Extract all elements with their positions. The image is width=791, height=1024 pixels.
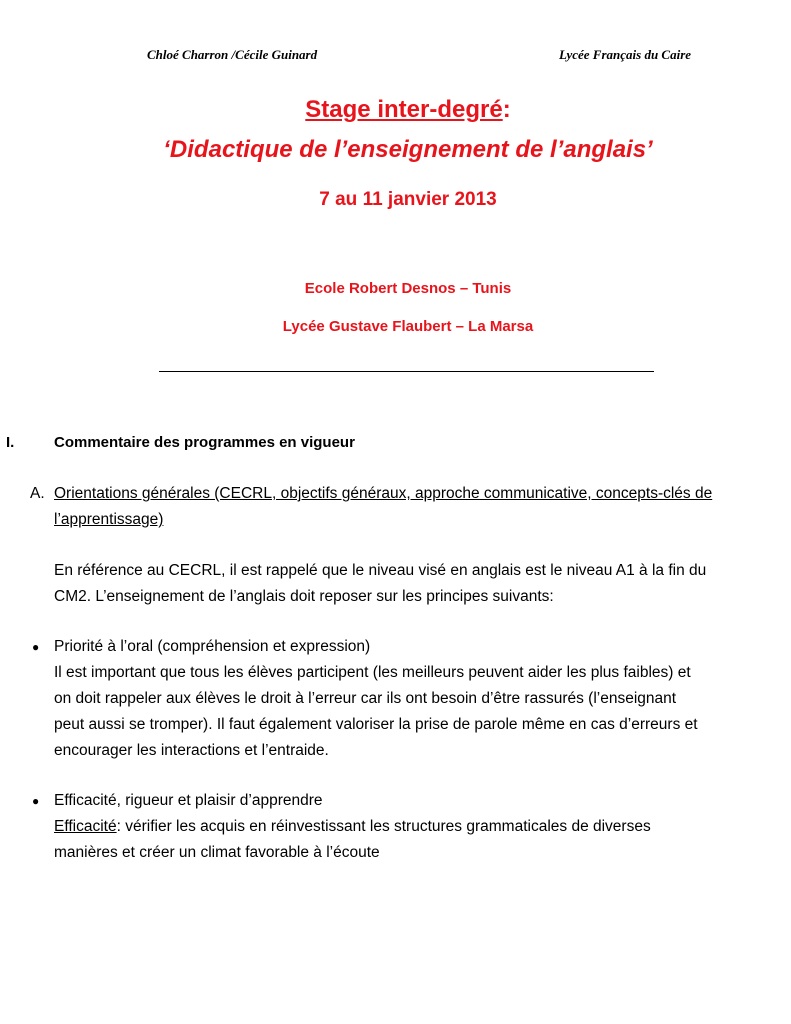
bullet-line: encourager les interactions et l’entraide.	[54, 742, 329, 759]
intro-line-1: En référence au CECRL, il est rappelé que le niveau visé en anglais est le niveau A1 à la fin du	[54, 562, 707, 579]
intro-paragraph	[54, 558, 706, 610]
header-school: Lycée Français du Caire	[559, 47, 692, 62]
term-efficacite: Efficacité	[54, 818, 117, 835]
page-title	[0, 96, 791, 124]
bullet-icon: ●	[32, 640, 40, 654]
definition-text: : vérifier les acquis en réinvestissant les structures grammaticales de diverses	[116, 818, 651, 835]
bullet-line: Il est important que tous les élèves participent (les meilleurs peuvent aider les plus faibles) et	[54, 664, 691, 681]
section-title: Commentaire des programmes en vigueur	[54, 434, 355, 451]
page-subtitle: ‘Didactique de l’enseignement de l’anglais’	[163, 136, 653, 163]
bullet-item-efficacite	[54, 788, 651, 866]
subsection-heading	[54, 481, 712, 533]
subsection-letter: A.	[30, 485, 45, 502]
bullet-icon: ●	[32, 794, 40, 808]
title-main: Stage inter-degré	[305, 96, 503, 123]
separator-rule	[159, 371, 654, 372]
bullet-line: Priorité à l’oral (compréhension et expression)	[54, 638, 371, 655]
header-authors: Chloé Charron /Cécile Guinard	[147, 47, 318, 62]
course-dates: 7 au 11 janvier 2013	[319, 189, 497, 210]
venue-2: Lycée Gustave Flaubert – La Marsa	[282, 318, 534, 335]
bullet-line: on doit rappeler aux élèves le droit à l’erreur car ils ont besoin d’être rassurés (l’enseignant	[54, 690, 677, 707]
bullet-item-oral	[54, 634, 698, 764]
intro-line-2: CM2. L’enseignement de l’anglais doit reposer sur les principes suivants:	[54, 588, 554, 605]
subsection-heading-line-2: l’apprentissage)	[54, 511, 164, 528]
bullet-line-definition	[54, 814, 651, 840]
section-number: I.	[6, 434, 15, 451]
title-colon: :	[502, 96, 511, 123]
subsection-heading-line-1: Orientations générales (CECRL, objectifs généraux, approche communicative, concepts-clés de	[54, 485, 713, 502]
bullet-line: Efficacité, rigueur et plaisir d’apprendre	[54, 792, 323, 809]
venue-1: Ecole Robert Desnos – Tunis	[304, 280, 512, 297]
bullet-line: manières et créer un climat favorable à l’écoute	[54, 844, 380, 861]
bullet-line: peut aussi se tromper). Il faut également valoriser la prise de parole même en cas d’erreurs et	[54, 716, 698, 733]
